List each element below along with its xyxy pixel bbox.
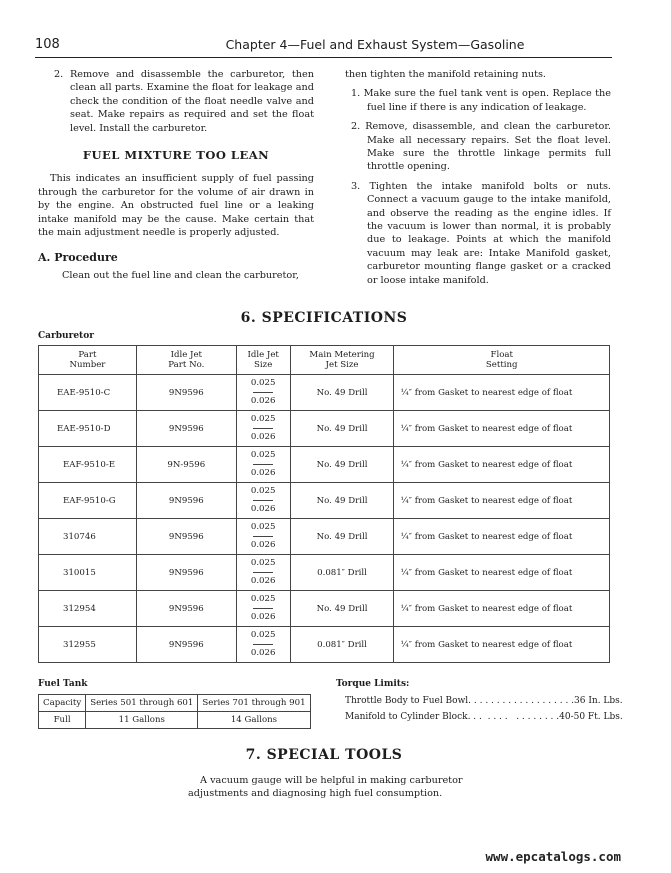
- left-column: [38, 68, 314, 282]
- carburetor-label: Carburetor: [38, 331, 94, 341]
- cell-main-metering: No. 49 Drill: [290, 375, 394, 411]
- size-bottom: 0.026: [250, 576, 276, 586]
- fuel-header-capacity: Capacity: [39, 695, 86, 712]
- col-header-idle-jet-size: [236, 346, 290, 375]
- torque-manifold: Manifold to Cylinder Block. . . . . . . . . . . . . . .40-50 Ft. Lbs.: [345, 712, 623, 722]
- fuel-header-series-501: Series 501 through 601: [86, 695, 198, 712]
- table-row: [39, 591, 610, 627]
- cell-float-setting: ¼″ from Gasket to nearest edge of float: [394, 627, 610, 663]
- cell-float-setting: ¼″ from Gasket to nearest edge of float: [394, 375, 610, 411]
- size-top: 0.025: [250, 522, 276, 532]
- heading-procedure: A. Procedure: [38, 251, 118, 265]
- header-rule: [35, 57, 612, 58]
- table-row: [39, 555, 610, 591]
- cell-part-number: EAF-9510-E: [39, 447, 137, 483]
- col-header-idle-jet-size-text: Idle Jet Size: [247, 350, 279, 370]
- cell-main-metering: No. 49 Drill: [290, 591, 394, 627]
- size-top: 0.025: [250, 450, 276, 460]
- step-2-clean-carburetor: 2. Remove, disassemble, and clean the carburetor. Make all necessary repairs. Set the float level. Make sure the throttle linkage permits full throttle opening.: [351, 121, 611, 173]
- size-top: 0.025: [250, 558, 276, 568]
- cell-main-metering: No. 49 Drill: [290, 483, 394, 519]
- right-column: [345, 68, 611, 287]
- torque-throttle-body: Throttle Body to Fuel Bowl. . . . . . . . . . . . . . . . . . .36 In. Lbs.: [345, 696, 623, 706]
- size-top: 0.025: [250, 630, 276, 640]
- size-bottom: 0.026: [250, 432, 276, 442]
- table-row: [39, 627, 610, 663]
- col-header-main-metering-text: Main Metering Jet Size: [309, 350, 375, 370]
- cell-float-setting: ¼″ from Gasket to nearest edge of float: [394, 483, 610, 519]
- size-bottom: 0.026: [250, 612, 276, 622]
- cell-float-setting: ¼″ from Gasket to nearest edge of float: [394, 555, 610, 591]
- col-header-float-setting: [394, 346, 610, 375]
- continuation-text: then tighten the manifold retaining nuts.: [345, 69, 547, 80]
- carburetor-spec-table: [38, 345, 610, 663]
- size-top: 0.025: [250, 378, 276, 388]
- cell-float-setting: ¼″ from Gasket to nearest edge of float: [394, 447, 610, 483]
- table-row: [39, 411, 610, 447]
- cell-part-number: 312954: [39, 591, 137, 627]
- cell-part-number: EAE-9510-D: [39, 411, 137, 447]
- cell-idle-jet-part: 9N9596: [136, 411, 236, 447]
- cell-idle-jet-part: 9N9596: [136, 555, 236, 591]
- cell-part-number: 310746: [39, 519, 137, 555]
- size-top: 0.025: [250, 486, 276, 496]
- fuel-cell-14-gallons: 14 Gallons: [198, 712, 310, 729]
- col-header-main-metering: [290, 346, 394, 375]
- watermark: www.epcatalogs.com: [485, 849, 621, 864]
- cell-idle-jet-size: [236, 555, 290, 591]
- cell-idle-jet-size: [236, 375, 290, 411]
- size-bottom: 0.026: [250, 468, 276, 478]
- table-row: [39, 447, 610, 483]
- step-2-remove-carburetor: 2. Remove and disassemble the carburetor, then clean all parts. Examine the float for leakage and check the condition of the float needle valve and seat. Make repairs as required and set the float level. Install the carburetor.: [54, 69, 314, 134]
- cell-main-metering: No. 49 Drill: [290, 519, 394, 555]
- col-header-part-number-text: Part Number: [69, 350, 106, 370]
- cell-idle-jet-part: 9N9596: [136, 483, 236, 519]
- col-header-idle-jet-part-text: Idle Jet Part No.: [168, 350, 205, 370]
- cell-main-metering: No. 49 Drill: [290, 411, 394, 447]
- table-row: [39, 519, 610, 555]
- cell-float-setting: ¼″ from Gasket to nearest edge of float: [394, 591, 610, 627]
- cell-idle-jet-size: [236, 483, 290, 519]
- cell-part-number: EAE-9510-C: [39, 375, 137, 411]
- cell-float-setting: ¼″ from Gasket to nearest edge of float: [394, 411, 610, 447]
- cell-idle-jet-part: 9N9596: [136, 375, 236, 411]
- cell-part-number: 312955: [39, 627, 137, 663]
- fuel-cell-11-gallons: 11 Gallons: [86, 712, 198, 729]
- torque-limits-label: Torque Limits:: [336, 679, 410, 689]
- step-3-tighten-manifold: 3. Tighten the intake manifold bolts or nuts. Connect a vacuum gauge to the intake manifold, and observe the reading as the engine idles. If the vacuum is lower than normal, it is probably due to leakage. Points at which the manifold vacuum may leak are: Intake Manifold gasket, carburetor mounting flange gasket or a cracked or loose intake manifold.: [351, 180, 611, 286]
- fuel-header-series-701: Series 701 through 901: [198, 695, 310, 712]
- chapter-title: Chapter 4—Fuel and Exhaust System—Gasoline: [225, 37, 525, 52]
- cell-idle-jet-part: 9N9596: [136, 519, 236, 555]
- cell-idle-jet-size: [236, 627, 290, 663]
- fuel-tank-label: Fuel Tank: [38, 679, 88, 689]
- torque-limits-list: [345, 693, 623, 725]
- cell-float-setting: ¼″ from Gasket to nearest edge of float: [394, 519, 610, 555]
- cell-idle-jet-part: 9N9596: [136, 591, 236, 627]
- fuel-tank-header-row: [39, 695, 311, 712]
- table-row: [39, 483, 610, 519]
- size-top: 0.025: [250, 414, 276, 424]
- special-tools-text: A vacuum gauge will be helpful in making carburetor adjustments and diagnosing high fuel consumption.: [188, 775, 463, 800]
- lean-description: This indicates an insufficient supply of fuel passing through the carburetor for the volume of air drawn in by the engine. An obstructed fuel line or a leaking intake manifold may be the cause. Make certain that the main adjustment needle is properly adjusted.: [38, 173, 314, 239]
- cell-part-number: EAF-9510-G: [39, 483, 137, 519]
- cell-part-number: 310015: [39, 555, 137, 591]
- cell-main-metering: 0.081″ Drill: [290, 627, 394, 663]
- table-row: [39, 375, 610, 411]
- heading-specifications: 6. SPECIFICATIONS: [240, 310, 408, 326]
- cell-main-metering: No. 49 Drill: [290, 447, 394, 483]
- col-header-part-number: [39, 346, 137, 375]
- table-header-row: [39, 346, 610, 375]
- size-bottom: 0.026: [250, 540, 276, 550]
- fuel-tank-table: [38, 694, 311, 729]
- heading-fuel-mixture-too-lean: FUEL MIXTURE TOO LEAN: [82, 148, 270, 163]
- page-number: 108: [35, 37, 60, 52]
- step-1-fuel-tank-vent: 1. Make sure the fuel tank vent is open. Replace the fuel line if there is any indication of leakage.: [351, 88, 611, 113]
- size-top: 0.025: [250, 594, 276, 604]
- size-bottom: 0.026: [250, 396, 276, 406]
- procedure-text: Clean out the fuel line and clean the carburetor,: [62, 269, 299, 281]
- size-bottom: 0.026: [250, 504, 276, 514]
- cell-idle-jet-part: 9N9596: [136, 627, 236, 663]
- fuel-tank-data-row: [39, 712, 311, 729]
- cell-idle-jet-size: [236, 519, 290, 555]
- cell-idle-jet-size: [236, 591, 290, 627]
- cell-idle-jet-part: 9N-9596: [136, 447, 236, 483]
- heading-special-tools: 7. SPECIAL TOOLS: [245, 747, 403, 763]
- cell-idle-jet-size: [236, 411, 290, 447]
- col-header-float-setting-text: Float Setting: [485, 350, 518, 370]
- fuel-cell-full: Full: [39, 712, 86, 729]
- cell-idle-jet-size: [236, 447, 290, 483]
- col-header-idle-jet-part: [136, 346, 236, 375]
- size-bottom: 0.026: [250, 648, 276, 658]
- cell-main-metering: 0.081″ Drill: [290, 555, 394, 591]
